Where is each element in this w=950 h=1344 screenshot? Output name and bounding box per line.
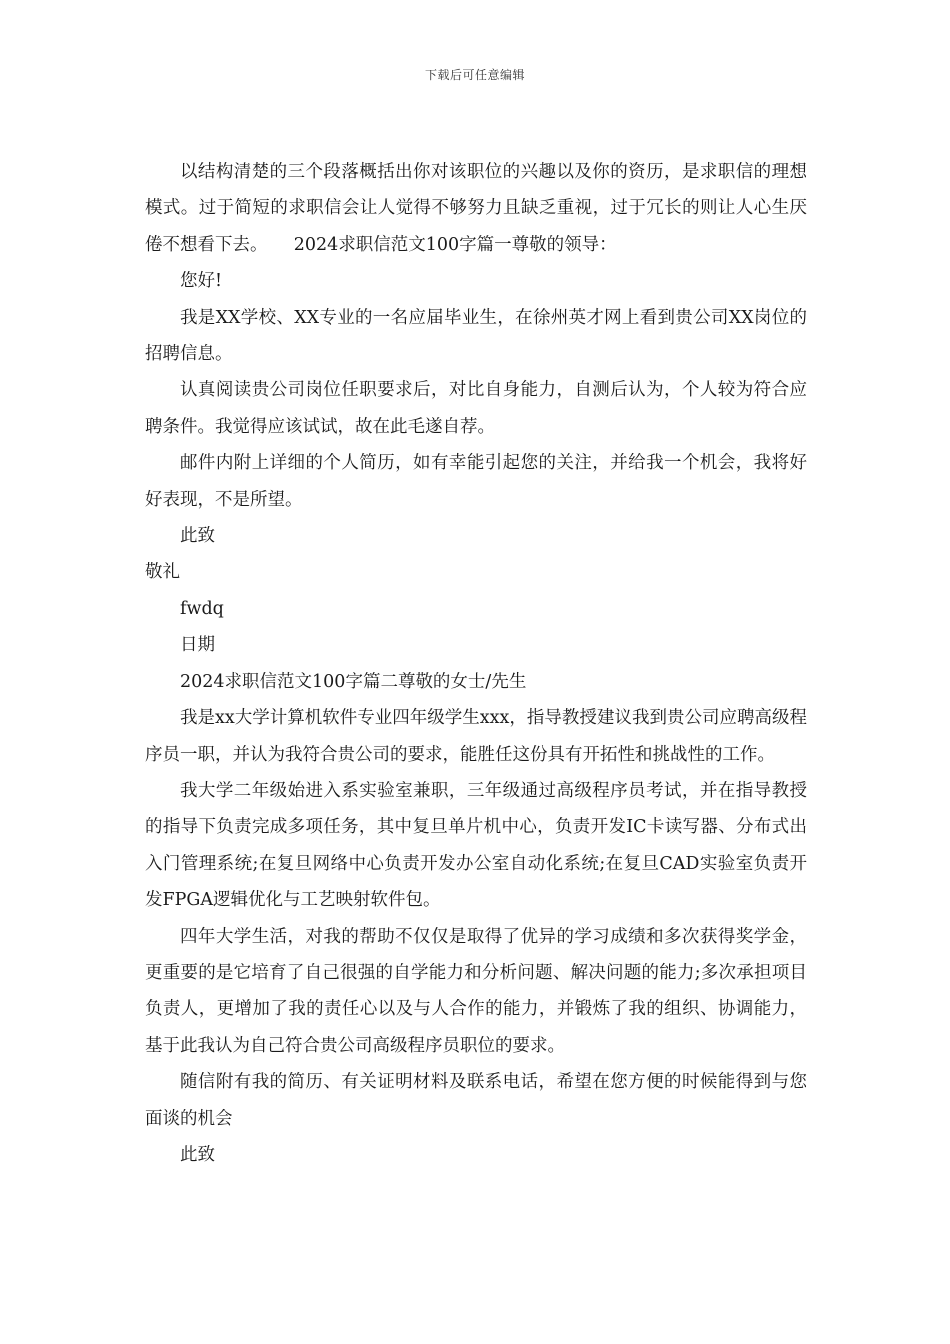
paragraph-closing-1: 此致 bbox=[180, 526, 215, 547]
paragraph-signature: fwdq bbox=[180, 598, 224, 619]
paragraph-sample-two-title: 2024求职信范文100字篇二尊敬的女士/先生 bbox=[180, 671, 527, 692]
paragraph-sample-two-experience: 我大学二年级始进入系实验室兼职，三年级通过高级程序员考试，并在指导教授的指导下负责完成多项任务，其中复旦单片机中心，负责开发IC卡读写器、分布式出入门管理系统;在复旦网络中心负责开发办公室自动化系统;在复旦CAD实验室负责开发FPGA逻辑优化与工艺映射软件包。 bbox=[145, 780, 807, 911]
paragraph-attachment: 邮件内附上详细的个人简历，如有幸能引起您的关注，并给我一个机会，我将好好表现，不是所望。 bbox=[145, 453, 807, 510]
page-header: 下载后可任意编辑 bbox=[424, 68, 525, 82]
paragraph-closing-2: 此致 bbox=[180, 1144, 215, 1165]
paragraph-greeting: 您好! bbox=[180, 271, 223, 292]
paragraph-salute: 敬礼 bbox=[145, 562, 180, 583]
paragraph-sample-two-attachment: 随信附有我的简历、有关证明材料及联系电话，希望在您方便的时候能得到与您面谈的机会 bbox=[145, 1072, 807, 1129]
paragraph-sample-two-intro: 我是xx大学计算机软件专业四年级学生xxx，指导教授建议我到贵公司应聘高级程序员一职，并认为我符合贵公司的要求，能胜任这份具有开拓性和挑战性的工作。 bbox=[145, 708, 807, 765]
paragraph-date: 日期 bbox=[180, 635, 215, 656]
document-body bbox=[145, 154, 807, 1173]
paragraph-self-intro: 我是XX学校、XX专业的一名应届毕业生，在徐州英才网上看到贵公司XX岗位的招聘信息。 bbox=[145, 307, 807, 365]
paragraph-sample-two-university: 四年大学生活，对我的帮助不仅仅是取得了优异的学习成绩和多次获得奖学金，更重要的是它培育了自己很强的自学能力和分析问题、解决问题的能力;多次承担项目负责人，更增加了我的责任心以及与人合作的能力，并锻炼了我的组织、协调能力，基于此我认为自己符合贵公司高级程序员职位的要求。 bbox=[145, 926, 807, 1056]
paragraph-qualification: 认真阅读贵公司岗位任职要求后，对比自身能力，自测后认为，个人较为符合应聘条件。我觉得应该试试，故在此毛遂自荐。 bbox=[145, 380, 807, 437]
paragraph-intro: 以结构清楚的三个段落概括出你对该职位的兴趣以及你的资历，是求职信的理想模式。过于简短的求职信会让人觉得不够努力且缺乏重视，过于冗长的则让人心生厌倦不想看下去。 2024求职信范文100字篇一尊敬的领导： bbox=[145, 162, 807, 255]
